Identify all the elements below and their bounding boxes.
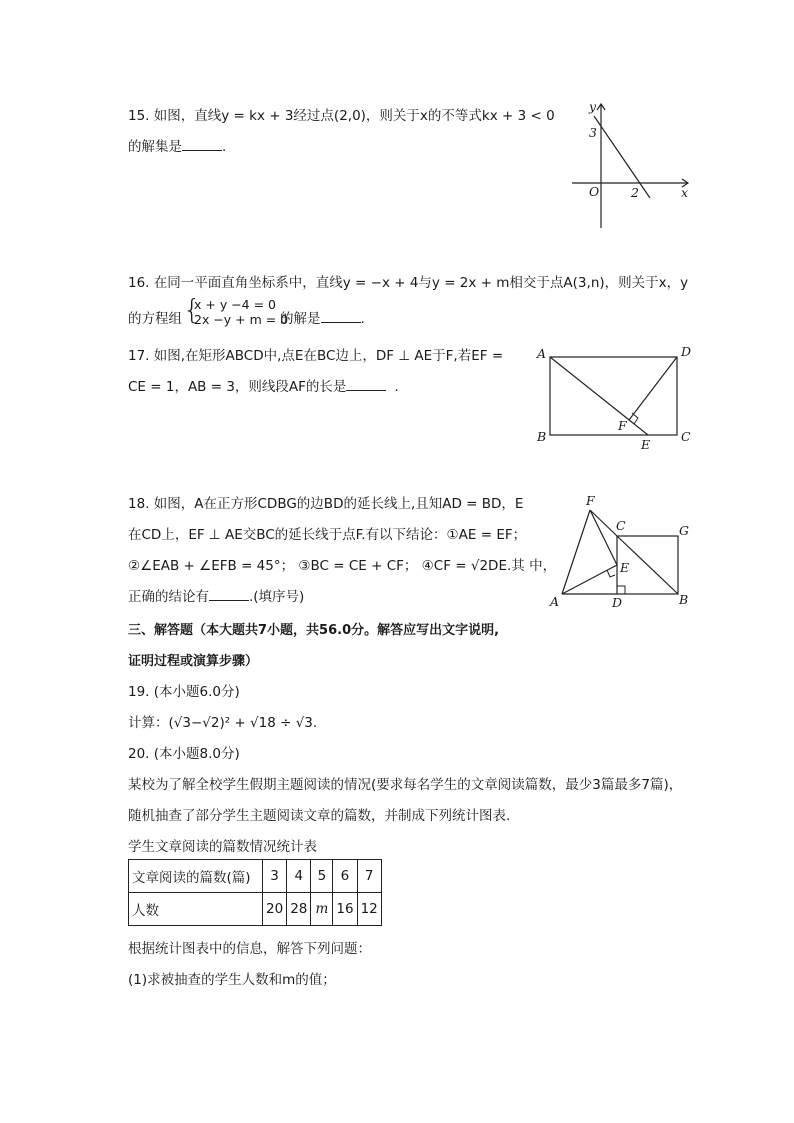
segment-ae [550,357,648,435]
table-cell: 5 [311,860,333,893]
q15-line2 [128,135,226,155]
q18-line2: 在CD上，EF ⊥ AE交BC的延长线于点F.有以下结论：①AE = EF； [128,527,527,543]
q16-eq2: 2x −y + m = 0 [194,312,289,327]
fig17-label-f: F [618,418,627,433]
q16-brace: { [183,293,201,326]
fig15-intercept-3: 3 [589,125,597,140]
table-cell-header: 文章阅读的篇数(篇) [129,860,263,893]
line-y-kx-3 [594,116,650,198]
q16-post [280,307,365,327]
fig17-label-e: E [641,437,651,452]
table-cell: 4 [287,860,311,893]
fig15-intercept-2: 2 [631,185,639,200]
fig18-label-e: E [620,560,630,575]
q18-line3: ②∠EAB + ∠EFB = 45°； ③BC = CE + CF； ④CF = √2DE.其 中， [128,558,557,574]
fig17-label-a: A [537,346,547,361]
table-cell: 7 [357,860,381,893]
q16-answer-blank [321,310,361,323]
q17-answer-blank [346,378,386,391]
q20-table-title: 学生文章阅读的篇数情况统计表 [128,839,317,855]
q17-line1: 17. 如图,在矩形ABCD中,点E在BC边上，DF ⊥ AE于F,若EF = [128,348,504,364]
q20-paragraph-4: (1)求被抽查的学生人数和m的值； [128,972,336,988]
q18-line1: 18. 如图，A在正方形CDBG的边BD的延长线上,且知AD = BD，E [128,496,524,512]
table-row [129,893,382,926]
table-cell-header: 人数 [129,893,263,926]
table-cell: 12 [357,893,381,926]
q15-answer-blank [182,138,222,151]
q20-paragraph-1: 某校为了解全校学生假期主题阅读的情况(要求每名学生的文章阅读篇数，最少3篇最多7篇)， [128,777,683,793]
table-cell: 3 [263,860,287,893]
q15-line1: 15. 如图，直线y = kx + 3经过点(2,0)，则关于x的不等式kx + 3 < 0 [128,108,555,124]
q18-answer-blank [209,588,249,601]
fig15-origin-label: O [589,184,600,199]
fig18-label-c: C [616,518,626,533]
q16-end: . [360,311,365,327]
fig18-label-f: F [586,493,595,508]
reading-stat-table [128,859,382,926]
q20-title: 20. (本小题8.0分) [128,746,240,762]
q16-line1: 16. 在同一平面直角坐标系中，直线y = −x + 4与y = 2x + m相交于点A(3,n)，则关于x，y [128,275,689,291]
q18-line4-end: .(填序号) [249,589,305,605]
fig18-label-g: G [679,523,689,538]
q15-line2-text: 的解集是 [128,139,182,155]
q18-line4 [128,585,304,605]
q19-title: 19. (本小题6.0分) [128,684,240,700]
fig17-label-b: B [537,429,547,444]
q17-end: . [394,379,399,395]
fig18-label-a: A [550,594,560,609]
fig18-label-b: B [679,592,689,607]
fig15-x-label: x [681,185,689,200]
q17-line2-text: CE = 1，AB = 3，则线段AF的长是 [128,379,347,395]
fig15-y-label: y [589,99,597,114]
segment-df [629,357,677,420]
q16-post-text: 的解是 [280,311,321,327]
q20-paragraph-3: 根据统计图表中的信息，解答下列问题： [128,941,371,957]
figure-15-graph [566,98,696,232]
q16-eq1: x + y −4 = 0 [194,297,276,312]
q18-line4-text: 正确的结论有 [128,589,209,605]
q17-line2 [128,375,399,395]
q15-line2-end: . [222,139,227,155]
fig17-label-c: C [681,429,691,444]
q19-expression: 计算：(√3−√2)² + √18 ÷ √3. [128,715,318,731]
q20-paragraph-2: 随机抽查了部分学生主题阅读文章的篇数，并制成下列统计图表. [128,808,511,824]
table-cell: 6 [333,860,357,893]
figure-18-square [546,490,696,614]
table-cell: m [311,893,333,926]
table-cell: 16 [333,893,357,926]
fig17-label-d: D [681,344,692,359]
segment-ef [590,510,617,565]
q16-pre: 的方程组 [128,311,182,327]
table-row [129,860,382,893]
table-cell: 20 [263,893,287,926]
section3-line1: 三、解答题（本大题共7小题，共56.0分。解答应写出文字说明, [128,623,500,638]
section3-line2: 证明过程或演算步骤） [128,654,259,669]
figure-17-rectangle [530,342,695,454]
table-cell: 28 [287,893,311,926]
fig18-label-d: D [612,595,623,610]
